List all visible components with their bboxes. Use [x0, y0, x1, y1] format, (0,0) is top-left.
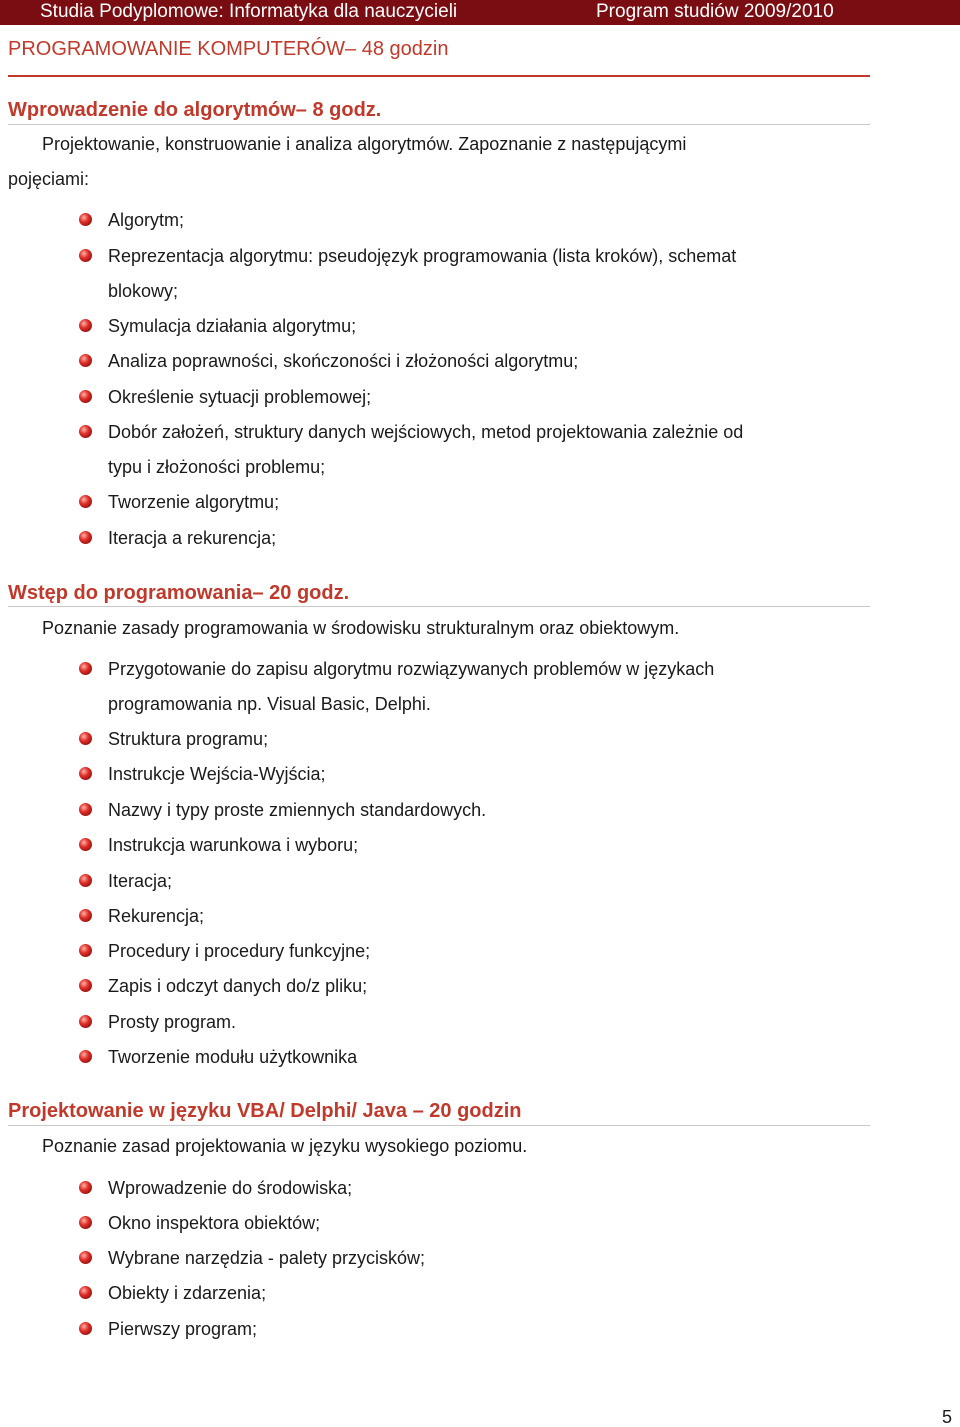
list-item: Iteracja a rekurencja;: [108, 528, 277, 548]
bullet-icon: [79, 1216, 92, 1229]
list-item: Symulacja działania algorytmu;: [108, 316, 357, 336]
section-intro: Poznanie zasady programowania w środowisku strukturalnym oraz obiektowym.: [42, 618, 680, 638]
bullet-icon: [79, 531, 92, 544]
list-item: Prosty program.: [108, 1012, 237, 1032]
section-title-programming-intro: Wstęp do programowania– 20 godz.: [8, 582, 350, 604]
bullet-icon: [79, 495, 92, 508]
list-item: Nazwy i typy proste zmiennych standardowych.: [108, 800, 487, 820]
list-item: Dobór założeń, struktury danych wejściowych, metod projektowania zależnie od: [108, 422, 744, 442]
list-item: Instrukcje Wejścia-Wyjścia;: [108, 764, 326, 784]
header-course-name: Studia Podyplomowe: Informatyka dla nauczycieli: [40, 1, 458, 22]
section-rule: [8, 1125, 870, 1126]
bullet-icon: [79, 662, 92, 675]
bullet-icon: [79, 803, 92, 816]
bullet-icon: [79, 425, 92, 438]
bullet-icon: [79, 838, 92, 851]
bullet-icon: [79, 1181, 92, 1194]
section-rule: [8, 606, 870, 607]
list-item: Obiekty i zdarzenia;: [108, 1283, 267, 1303]
list-item: Wybrane narzędzia - palety przycisków;: [108, 1248, 425, 1268]
list-item: Tworzenie modułu użytkownika: [108, 1047, 358, 1067]
bullet-icon: [79, 319, 92, 332]
bullet-icon: [79, 979, 92, 992]
section-rule: [8, 124, 870, 125]
section-intro-cont: pojęciami:: [8, 169, 90, 189]
list-item: Reprezentacja algorytmu: pseudojęzyk programowania (lista kroków), schemat: [108, 246, 737, 266]
header-program-year: Program studiów 2009/2010: [596, 1, 834, 22]
list-item: Pierwszy program;: [108, 1319, 258, 1339]
list-item: Wprowadzenie do środowiska;: [108, 1178, 353, 1198]
bullet-icon: [79, 944, 92, 957]
list-item-cont: blokowy;: [108, 281, 179, 301]
list-item: Analiza poprawności, skończoności i złożoności algorytmu;: [108, 351, 579, 371]
bullet-icon: [79, 1015, 92, 1028]
list-item: Zapis i odczyt danych do/z pliku;: [108, 976, 368, 996]
list-item: Określenie sytuacji problemowej;: [108, 387, 372, 407]
bullet-icon: [79, 213, 92, 226]
section-title-design-languages: Projektowanie w języku VBA/ Delphi/ Java – 20 godzin: [8, 1100, 522, 1122]
list-item-cont: typu i złożoności problemu;: [108, 457, 326, 477]
list-item: Struktura programu;: [108, 729, 269, 749]
section-intro: Projektowanie, konstruowanie i analiza algorytmów. Zapoznanie z następującymi: [42, 134, 687, 154]
list-item: Tworzenie algorytmu;: [108, 492, 280, 512]
bullet-icon: [79, 1322, 92, 1335]
bullet-icon: [79, 732, 92, 745]
bullet-icon: [79, 1286, 92, 1299]
bullet-icon: [79, 390, 92, 403]
list-item: Rekurencja;: [108, 906, 205, 926]
bullet-icon: [79, 354, 92, 367]
list-item: Instrukcja warunkowa i wyboru;: [108, 835, 359, 855]
list-item: Okno inspektora obiektów;: [108, 1213, 321, 1233]
list-item: Przygotowanie do zapisu algorytmu rozwiązywanych problemów w językach: [108, 659, 715, 679]
bullet-icon: [79, 909, 92, 922]
list-item-cont: programowania np. Visual Basic, Delphi.: [108, 694, 431, 714]
section-title-algorithms: Wprowadzenie do algorytmów– 8 godz.: [8, 99, 382, 121]
bullet-icon: [79, 1050, 92, 1063]
list-item: Iteracja;: [108, 871, 173, 891]
bullet-icon: [79, 1251, 92, 1264]
main-title: PROGRAMOWANIE KOMPUTERÓW– 48 godzin: [8, 38, 449, 60]
section-intro: Poznanie zasad projektowania w języku wysokiego poziomu.: [42, 1136, 528, 1156]
bullet-icon: [79, 249, 92, 262]
bullet-icon: [79, 767, 92, 780]
main-title-rule: [8, 75, 870, 77]
page-number: 5: [942, 1407, 953, 1427]
running-header: [0, 0, 960, 25]
list-item: Algorytm;: [108, 210, 185, 230]
bullet-icon: [79, 874, 92, 887]
list-item: Procedury i procedury funkcyjne;: [108, 941, 371, 961]
